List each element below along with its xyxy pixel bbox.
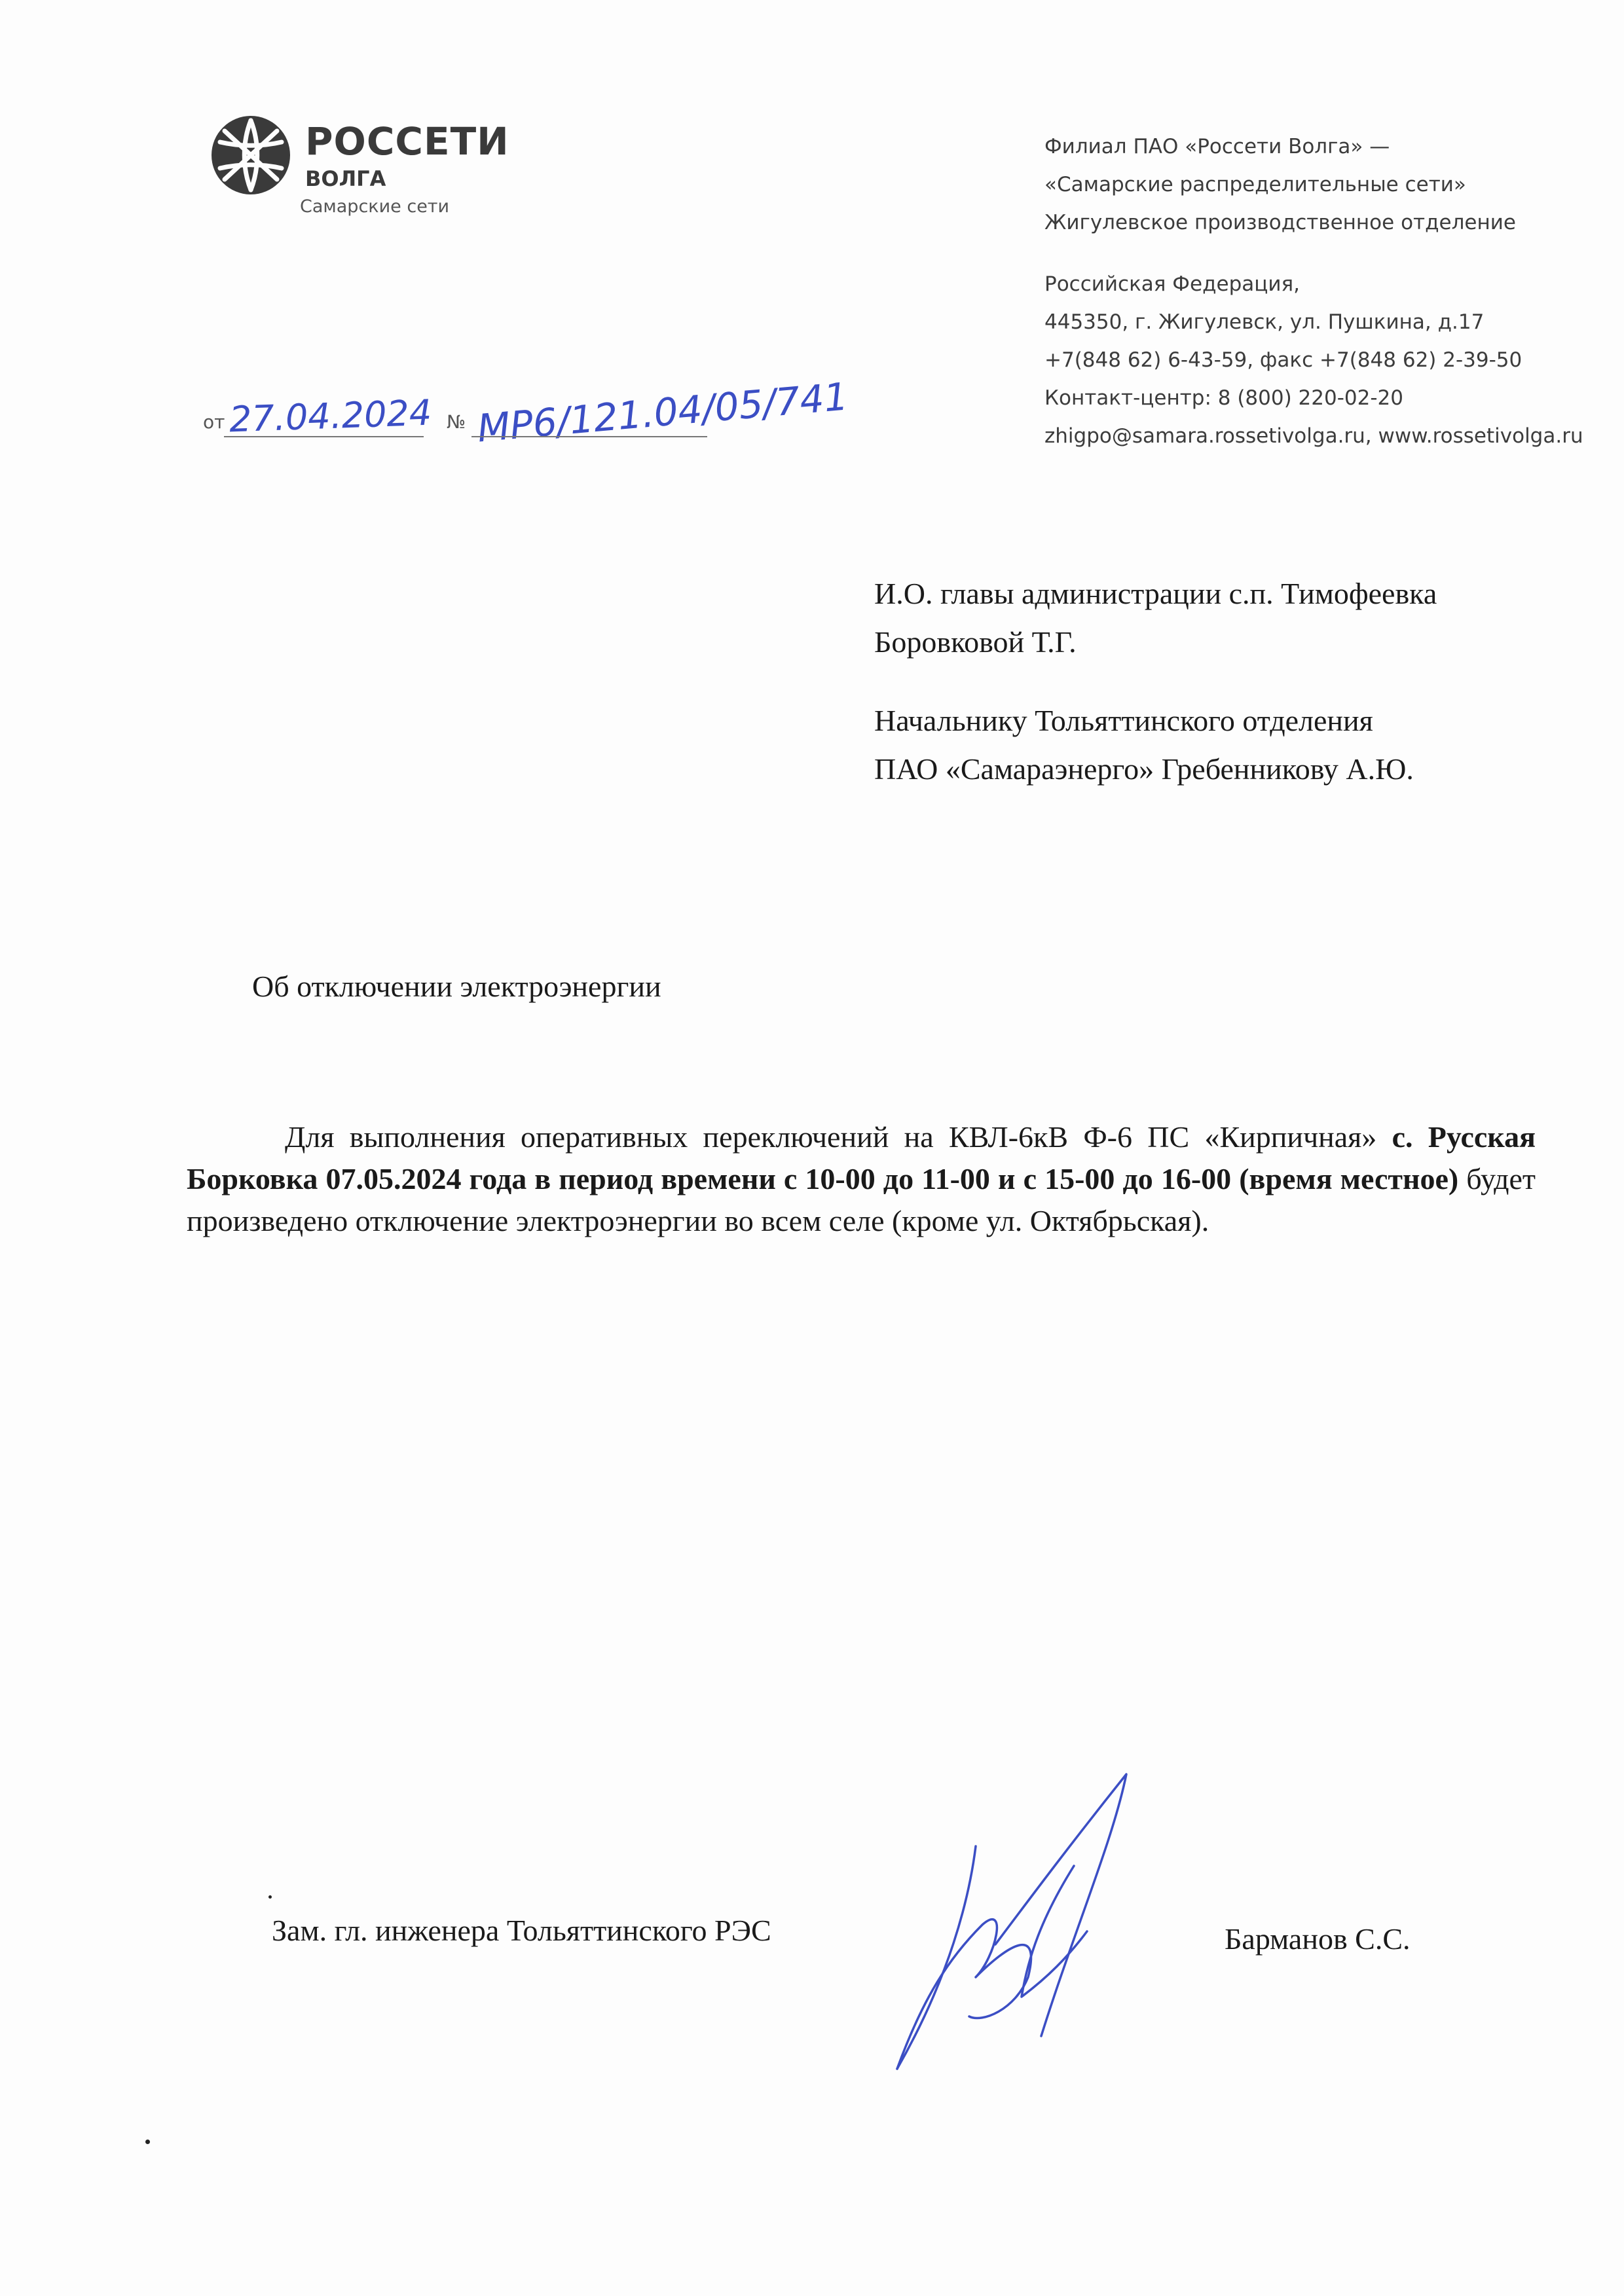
letter-subject: Об отключении электроэнергии (252, 970, 661, 1003)
org-phone: +7(848 62) 6-43-59, факс +7(848 62) 2-39-50 (1044, 348, 1522, 372)
date-prefix: от (203, 411, 225, 433)
logo-brand: РОССЕТИ (305, 119, 509, 164)
logo-subtitle: ВОЛГА (305, 166, 386, 191)
org-country: Российская Федерация, (1044, 272, 1300, 296)
handwritten-number: МР6/121.04/05/741 (475, 374, 850, 451)
org-line-3: Жигулевское производственное отделение (1044, 211, 1516, 234)
number-prefix: № (447, 411, 466, 433)
scan-speck (268, 1895, 272, 1899)
handwritten-signature (877, 1761, 1192, 2088)
handwritten-date: 27.04.2024 (228, 392, 433, 441)
scan-speck (145, 2140, 150, 2144)
org-email-web: zhigpo@samara.rossetivolga.ru, www.rossetivolga.ru (1044, 424, 1583, 448)
logo-emblem-icon (208, 113, 293, 198)
org-contact-center: Контакт-центр: 8 (800) 220-02-20 (1044, 386, 1403, 410)
org-line-1: Филиал ПАО «Россети Волга» — (1044, 135, 1390, 158)
body-text-part-1: Для выполнения оперативных переключений на КВЛ-6кВ Ф-6 ПС «Кирпичная» (285, 1120, 1392, 1154)
letter-body (187, 1116, 1536, 1242)
body-text-bold: с. Русская Борковка 07.05.2024 года в период времени с 10-00 до 11-00 и с 15-00 до 16-00 (время местное) (187, 1120, 1536, 1195)
organization-details (1044, 128, 1608, 455)
addressee-1-title: И.О. главы администрации с.п. Тимофеевка (874, 577, 1437, 610)
date-underline (224, 436, 424, 437)
org-line-2: «Самарские распределительные сети» (1044, 173, 1466, 196)
addressee-2-title: Начальнику Тольяттинского отделения (874, 704, 1373, 737)
body-text-part-2: будет произведено отключение электроэнергии во всем селе (кроме ул. Октябрьская). (187, 1162, 1536, 1237)
company-logo (208, 113, 509, 224)
addressee-1-name: Боровковой Т.Г. (874, 625, 1077, 659)
number-underline (471, 436, 707, 437)
signatory-name: Барманов С.С. (1225, 1922, 1411, 1956)
signatory-role: Зам. гл. инженера Тольяттинского РЭС (272, 1914, 771, 1947)
addressee-block (874, 570, 1595, 793)
addressee-2-name: ПАО «Самараэнерго» Гребенникову А.Ю. (874, 752, 1414, 786)
org-address: 445350, г. Жигулевск, ул. Пушкина, д.17 (1044, 310, 1485, 334)
registration-line (203, 374, 850, 451)
logo-region: Самарские сети (300, 196, 450, 217)
